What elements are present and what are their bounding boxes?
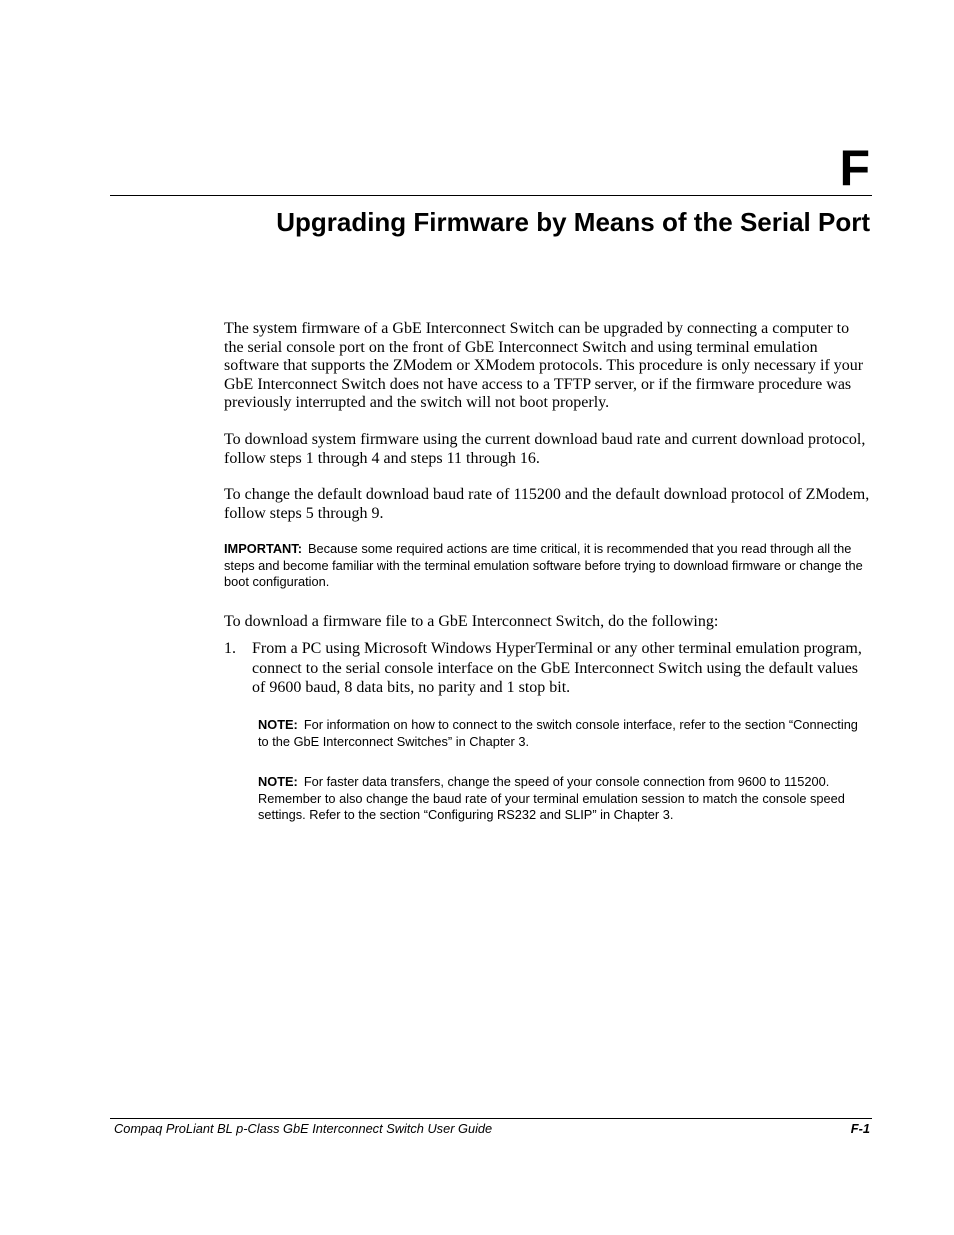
footer-page-number: F-1 xyxy=(850,1121,870,1136)
body-content xyxy=(224,320,872,843)
note-label: NOTE: xyxy=(258,774,298,790)
download-steps-paragraph: To download system firmware using the current download baud rate and current download protocol, follow steps 1 through 4 and steps 11 through 16. xyxy=(224,430,866,467)
note-text: For information on how to connect to the switch console interface, refer to the section “Connecting to the GbE Interconnect Switches” in Chapter 3. xyxy=(258,717,858,749)
step-item xyxy=(224,639,872,823)
note-console-connection xyxy=(258,717,872,750)
step-notes xyxy=(252,717,872,823)
title-divider xyxy=(110,195,872,196)
note-faster-transfers xyxy=(258,774,872,823)
step-text: From a PC using Microsoft Windows HyperTerminal or any other terminal emulation program, connect to the serial console interface on the GbE Interconnect Switch using the default values of 9600 baud, 8 data bits, no parity and 1 stop bit. xyxy=(252,640,862,696)
footer-doc-title: Compaq ProLiant BL p-Class GbE Interconnect Switch User Guide xyxy=(114,1121,493,1136)
procedure-intro: To download a firmware file to a GbE Interconnect Switch, do the following: xyxy=(224,612,719,630)
step-number: 1. xyxy=(224,640,236,658)
note-text: For faster data transfers, change the speed of your console connection from 9600 to 115200. Remember to also change the baud rate of your terminal emulation session to match the console speed settings. Refer to the section “Configuring RS232 and SLIP” in Chapter 3. xyxy=(258,774,845,822)
important-label: IMPORTANT: xyxy=(224,541,302,557)
footer-divider xyxy=(110,1118,872,1119)
intro-paragraph: The system firmware of a GbE Interconnect Switch can be upgraded by connecting a computer to the serial console port on the front of GbE Interconnect Switch and using terminal emulation software that supports the ZModem or XModem protocols. This procedure is only necessary if your GbE Interconnect Switch does not have access to a TFTP server, or if the firmware procedure was previously interrupted and the switch will not boot properly. xyxy=(224,320,864,412)
important-text: Because some required actions are time critical, it is recommended that you read through all the steps and become familiar with the terminal emulation software before trying to download firmware or change the boot configuration. xyxy=(224,541,863,590)
chapter-letter: F xyxy=(839,140,870,196)
important-note xyxy=(224,541,872,590)
change-baud-paragraph: To change the default download baud rate of 115200 and the default download protocol of ZModem, follow steps 5 through 9. xyxy=(224,486,870,522)
step-list xyxy=(224,639,872,823)
page-title: Upgrading Firmware by Means of the Serial Port xyxy=(276,207,870,237)
note-label: NOTE: xyxy=(258,717,298,733)
